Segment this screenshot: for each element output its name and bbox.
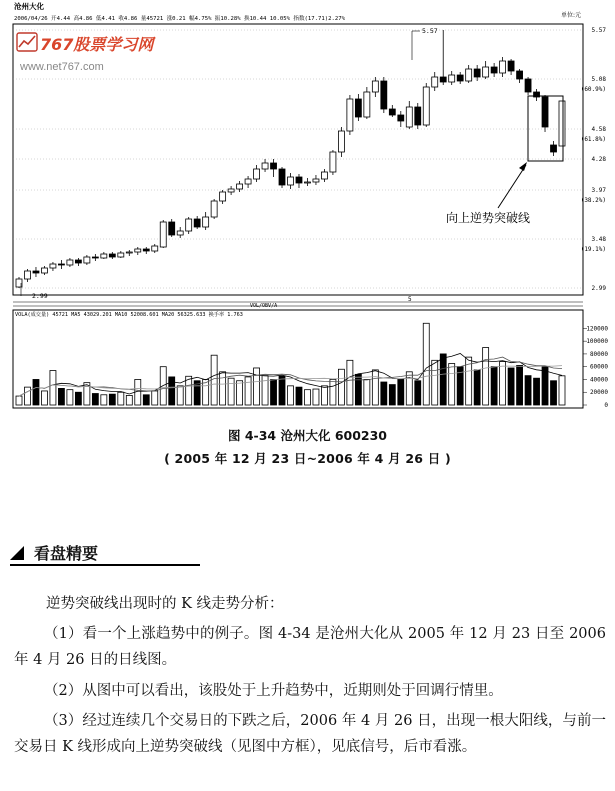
volume-bar bbox=[245, 377, 251, 405]
candle-body bbox=[41, 268, 47, 273]
candle-body bbox=[262, 163, 268, 169]
candle-body bbox=[551, 145, 557, 152]
volume-bar bbox=[372, 370, 378, 405]
watermark-url: www.net767.com bbox=[20, 61, 104, 73]
section-header bbox=[10, 541, 200, 565]
volume-bar bbox=[449, 364, 455, 406]
volume-bar bbox=[237, 381, 243, 405]
candle-body bbox=[50, 264, 56, 268]
candle-body bbox=[491, 67, 497, 73]
volume-bar bbox=[304, 390, 310, 405]
candle-body bbox=[517, 71, 523, 79]
figure-caption: 图 4-34 沧州大化 600230 bbox=[227, 428, 388, 443]
annotation-arrow-head bbox=[519, 162, 527, 171]
volume-axis bbox=[583, 325, 608, 409]
volume-axis-label: 20000 bbox=[589, 389, 608, 397]
volume-bar bbox=[347, 360, 353, 405]
candle-body bbox=[169, 222, 175, 235]
volume-bar bbox=[508, 368, 514, 405]
volume-bar bbox=[534, 378, 540, 405]
candle-body bbox=[415, 107, 421, 125]
candle-body bbox=[177, 231, 183, 235]
breakout-annotation: 向上逆势突破线 bbox=[446, 211, 531, 225]
volume-bar bbox=[118, 392, 124, 405]
volume-bar bbox=[169, 377, 175, 405]
candle-body bbox=[211, 201, 217, 217]
candle-body bbox=[364, 92, 370, 117]
candle-body bbox=[474, 69, 480, 77]
candle-body bbox=[508, 61, 514, 71]
volume-bar bbox=[41, 391, 47, 405]
volume-bar bbox=[423, 323, 429, 405]
volume-bar bbox=[152, 391, 158, 405]
candle-body bbox=[135, 249, 141, 252]
volume-bar bbox=[415, 381, 421, 405]
high-price-label: 5.57 bbox=[422, 27, 438, 35]
logo-trend-line bbox=[19, 36, 35, 47]
price-axis-label: 5.57 bbox=[591, 27, 606, 34]
candle-body bbox=[398, 115, 404, 121]
volume-bar bbox=[228, 378, 234, 405]
volume-bar bbox=[440, 354, 446, 405]
figure-date-range: ( 2005 年 12 月 23 日~2006 年 4 月 26 日 ) bbox=[164, 451, 451, 466]
volume-bar bbox=[338, 369, 344, 405]
volume-bar bbox=[525, 376, 531, 405]
candle-body bbox=[160, 222, 166, 247]
watermark-brand: 767股票学习网 bbox=[40, 35, 154, 54]
volume-bar bbox=[313, 389, 319, 405]
candle-body bbox=[338, 131, 344, 152]
price-axis-label: (38.2%) bbox=[580, 197, 606, 204]
paragraph-1: （1）看一个上涨趋势中的例子。图 4-34 是沧州大化从 2005 年 12 月 23 日至 2006 年 4 月 26 日的日线图。 bbox=[14, 626, 606, 668]
volume-bar bbox=[321, 386, 327, 405]
volume-bar bbox=[143, 395, 149, 405]
volume-bar bbox=[432, 360, 438, 405]
volume-bar bbox=[75, 392, 81, 405]
price-axis-label: (61.8%) bbox=[580, 136, 606, 143]
price-axis-label: 4.28 bbox=[591, 156, 606, 163]
candle-body bbox=[313, 179, 319, 182]
section-underline bbox=[10, 564, 200, 566]
volume-bar bbox=[271, 379, 277, 405]
candle-body bbox=[271, 163, 277, 169]
candle-body bbox=[101, 254, 107, 258]
candle-body bbox=[406, 107, 412, 127]
candle-body bbox=[288, 177, 294, 185]
candle-body bbox=[449, 75, 455, 82]
candle-body bbox=[466, 69, 472, 81]
candle-body bbox=[559, 101, 565, 146]
volume-bar bbox=[67, 390, 73, 405]
volume-bar bbox=[355, 374, 361, 405]
candle-body bbox=[109, 254, 115, 257]
volume-bar bbox=[500, 362, 506, 405]
candle-body bbox=[347, 99, 353, 131]
candle-body bbox=[457, 75, 463, 81]
volume-bar bbox=[330, 379, 336, 405]
price-axis-label: (19.1%) bbox=[580, 246, 606, 253]
candle-body bbox=[118, 253, 124, 257]
volume-bar bbox=[517, 365, 523, 405]
volume-bar bbox=[483, 348, 489, 405]
candle-body bbox=[432, 77, 438, 87]
volume-bar bbox=[279, 376, 285, 405]
stock-name: 沧州大化 bbox=[14, 2, 44, 11]
candle-body bbox=[33, 271, 39, 273]
candle-body bbox=[500, 61, 506, 73]
site-watermark bbox=[17, 33, 156, 73]
volume-bar bbox=[211, 355, 217, 405]
volume-axis-label: 60000 bbox=[589, 363, 608, 371]
candle-body bbox=[525, 79, 531, 92]
section-triangle-icon bbox=[10, 546, 24, 560]
candle-body bbox=[372, 81, 378, 92]
volume-bar bbox=[109, 394, 115, 405]
volume-bar bbox=[262, 376, 268, 405]
volume-bar bbox=[50, 371, 56, 405]
paragraph-3: （3）经过连续几个交易日的下跌之后，2006 年 4 月 26 日，出现一根大阳线，与前一交易日 K 线形成向上逆势突破线（见图中方框），见底信号，后市看涨。 bbox=[14, 713, 606, 755]
candle-body bbox=[304, 182, 310, 183]
volume-bar bbox=[16, 396, 22, 405]
price-axis-label: 5.08 bbox=[591, 76, 606, 83]
volume-bar bbox=[559, 376, 565, 405]
volume-axis-label: 80000 bbox=[589, 350, 608, 358]
volume-bar bbox=[474, 370, 480, 405]
volume-bar bbox=[389, 385, 395, 405]
volume-bar bbox=[92, 394, 98, 405]
volume-bar bbox=[177, 386, 183, 405]
candle-body bbox=[245, 179, 251, 184]
paragraph-intro: 逆势突破线出现时的 K 线走势分析： bbox=[46, 596, 284, 612]
candle-body bbox=[254, 169, 260, 179]
volume-axis-label: 100000 bbox=[586, 338, 608, 346]
volume-bar bbox=[542, 367, 548, 405]
volume-series bbox=[16, 323, 565, 405]
price-axis bbox=[581, 27, 607, 292]
low-price-label: 2.99 bbox=[32, 292, 48, 300]
volume-header: VOLA(成交量) 45721 MA5 43029.201 MA10 52008.601 MA20 56325.633 换手率 1.763 bbox=[15, 312, 243, 318]
candle-body bbox=[321, 172, 327, 179]
candle-body bbox=[423, 87, 429, 125]
candle-body bbox=[483, 67, 489, 77]
logo-chart-icon bbox=[17, 33, 37, 51]
candle-body bbox=[389, 109, 395, 115]
price-axis-label: 4.58 bbox=[591, 126, 606, 133]
volume-bar bbox=[58, 388, 64, 405]
candle-body bbox=[220, 192, 226, 201]
volume-bar bbox=[398, 379, 404, 405]
candle-body bbox=[330, 152, 336, 172]
volume-bar bbox=[24, 387, 30, 405]
price-axis-label: 3.97 bbox=[591, 187, 606, 194]
candle-body bbox=[194, 219, 200, 227]
candle-body bbox=[152, 246, 158, 251]
volume-bar bbox=[364, 379, 370, 405]
quote-info-line: 2006/04/26 开4.44 高4.86 低4.41 收4.86 量45721 涨0.21 幅4.75% 振10.28% 换10.44 10.05% 指数(17.71)2.27% bbox=[14, 16, 345, 22]
volume-axis-label: 120000 bbox=[586, 325, 608, 333]
candle-body bbox=[67, 260, 73, 265]
section-title: 看盘精要 bbox=[34, 544, 99, 563]
volume-bar bbox=[254, 368, 260, 405]
candle-body bbox=[228, 189, 234, 192]
volume-bar bbox=[381, 382, 387, 405]
candle-body bbox=[92, 257, 98, 258]
price-axis-label: 3.48 bbox=[591, 236, 606, 243]
candle-body bbox=[126, 252, 132, 253]
volume-bar bbox=[551, 381, 557, 405]
candle-body bbox=[542, 97, 548, 127]
candle-body bbox=[24, 271, 30, 279]
candle-body bbox=[440, 77, 446, 82]
annotation-arrow bbox=[498, 165, 526, 208]
volume-bar bbox=[101, 395, 107, 405]
volume-bar bbox=[296, 387, 302, 405]
candle-body bbox=[237, 184, 243, 189]
volume-bar bbox=[220, 372, 226, 405]
volume-axis-label: 0 bbox=[604, 402, 608, 409]
volume-axis-label: 40000 bbox=[589, 376, 608, 384]
candle-body bbox=[84, 257, 90, 263]
volume-bar bbox=[406, 372, 412, 405]
candle-body bbox=[58, 264, 64, 265]
price-axis-label: 2.99 bbox=[591, 285, 606, 292]
volume-bar bbox=[491, 367, 497, 405]
paragraph-2: （2）从图中可以看出，该股处于上升趋势中，近期则处于回调行情里。 bbox=[44, 683, 503, 699]
unit-label: 单位:元 bbox=[560, 12, 581, 19]
month-marker-5: 5 bbox=[408, 296, 412, 303]
candle-body bbox=[279, 169, 285, 185]
candle-body bbox=[381, 81, 387, 109]
volume-bar bbox=[288, 386, 294, 405]
candle-body bbox=[75, 260, 81, 263]
candle-body bbox=[143, 249, 149, 251]
price-axis-label: (60.9%) bbox=[580, 86, 606, 93]
volume-bar bbox=[33, 379, 39, 405]
candle-body bbox=[296, 177, 302, 183]
candle-body bbox=[203, 217, 209, 227]
candle-body bbox=[355, 99, 361, 117]
volume-bar bbox=[126, 395, 132, 405]
sub-indicator-label: VOL/OBV/A bbox=[250, 303, 278, 309]
candle-body bbox=[186, 219, 192, 231]
